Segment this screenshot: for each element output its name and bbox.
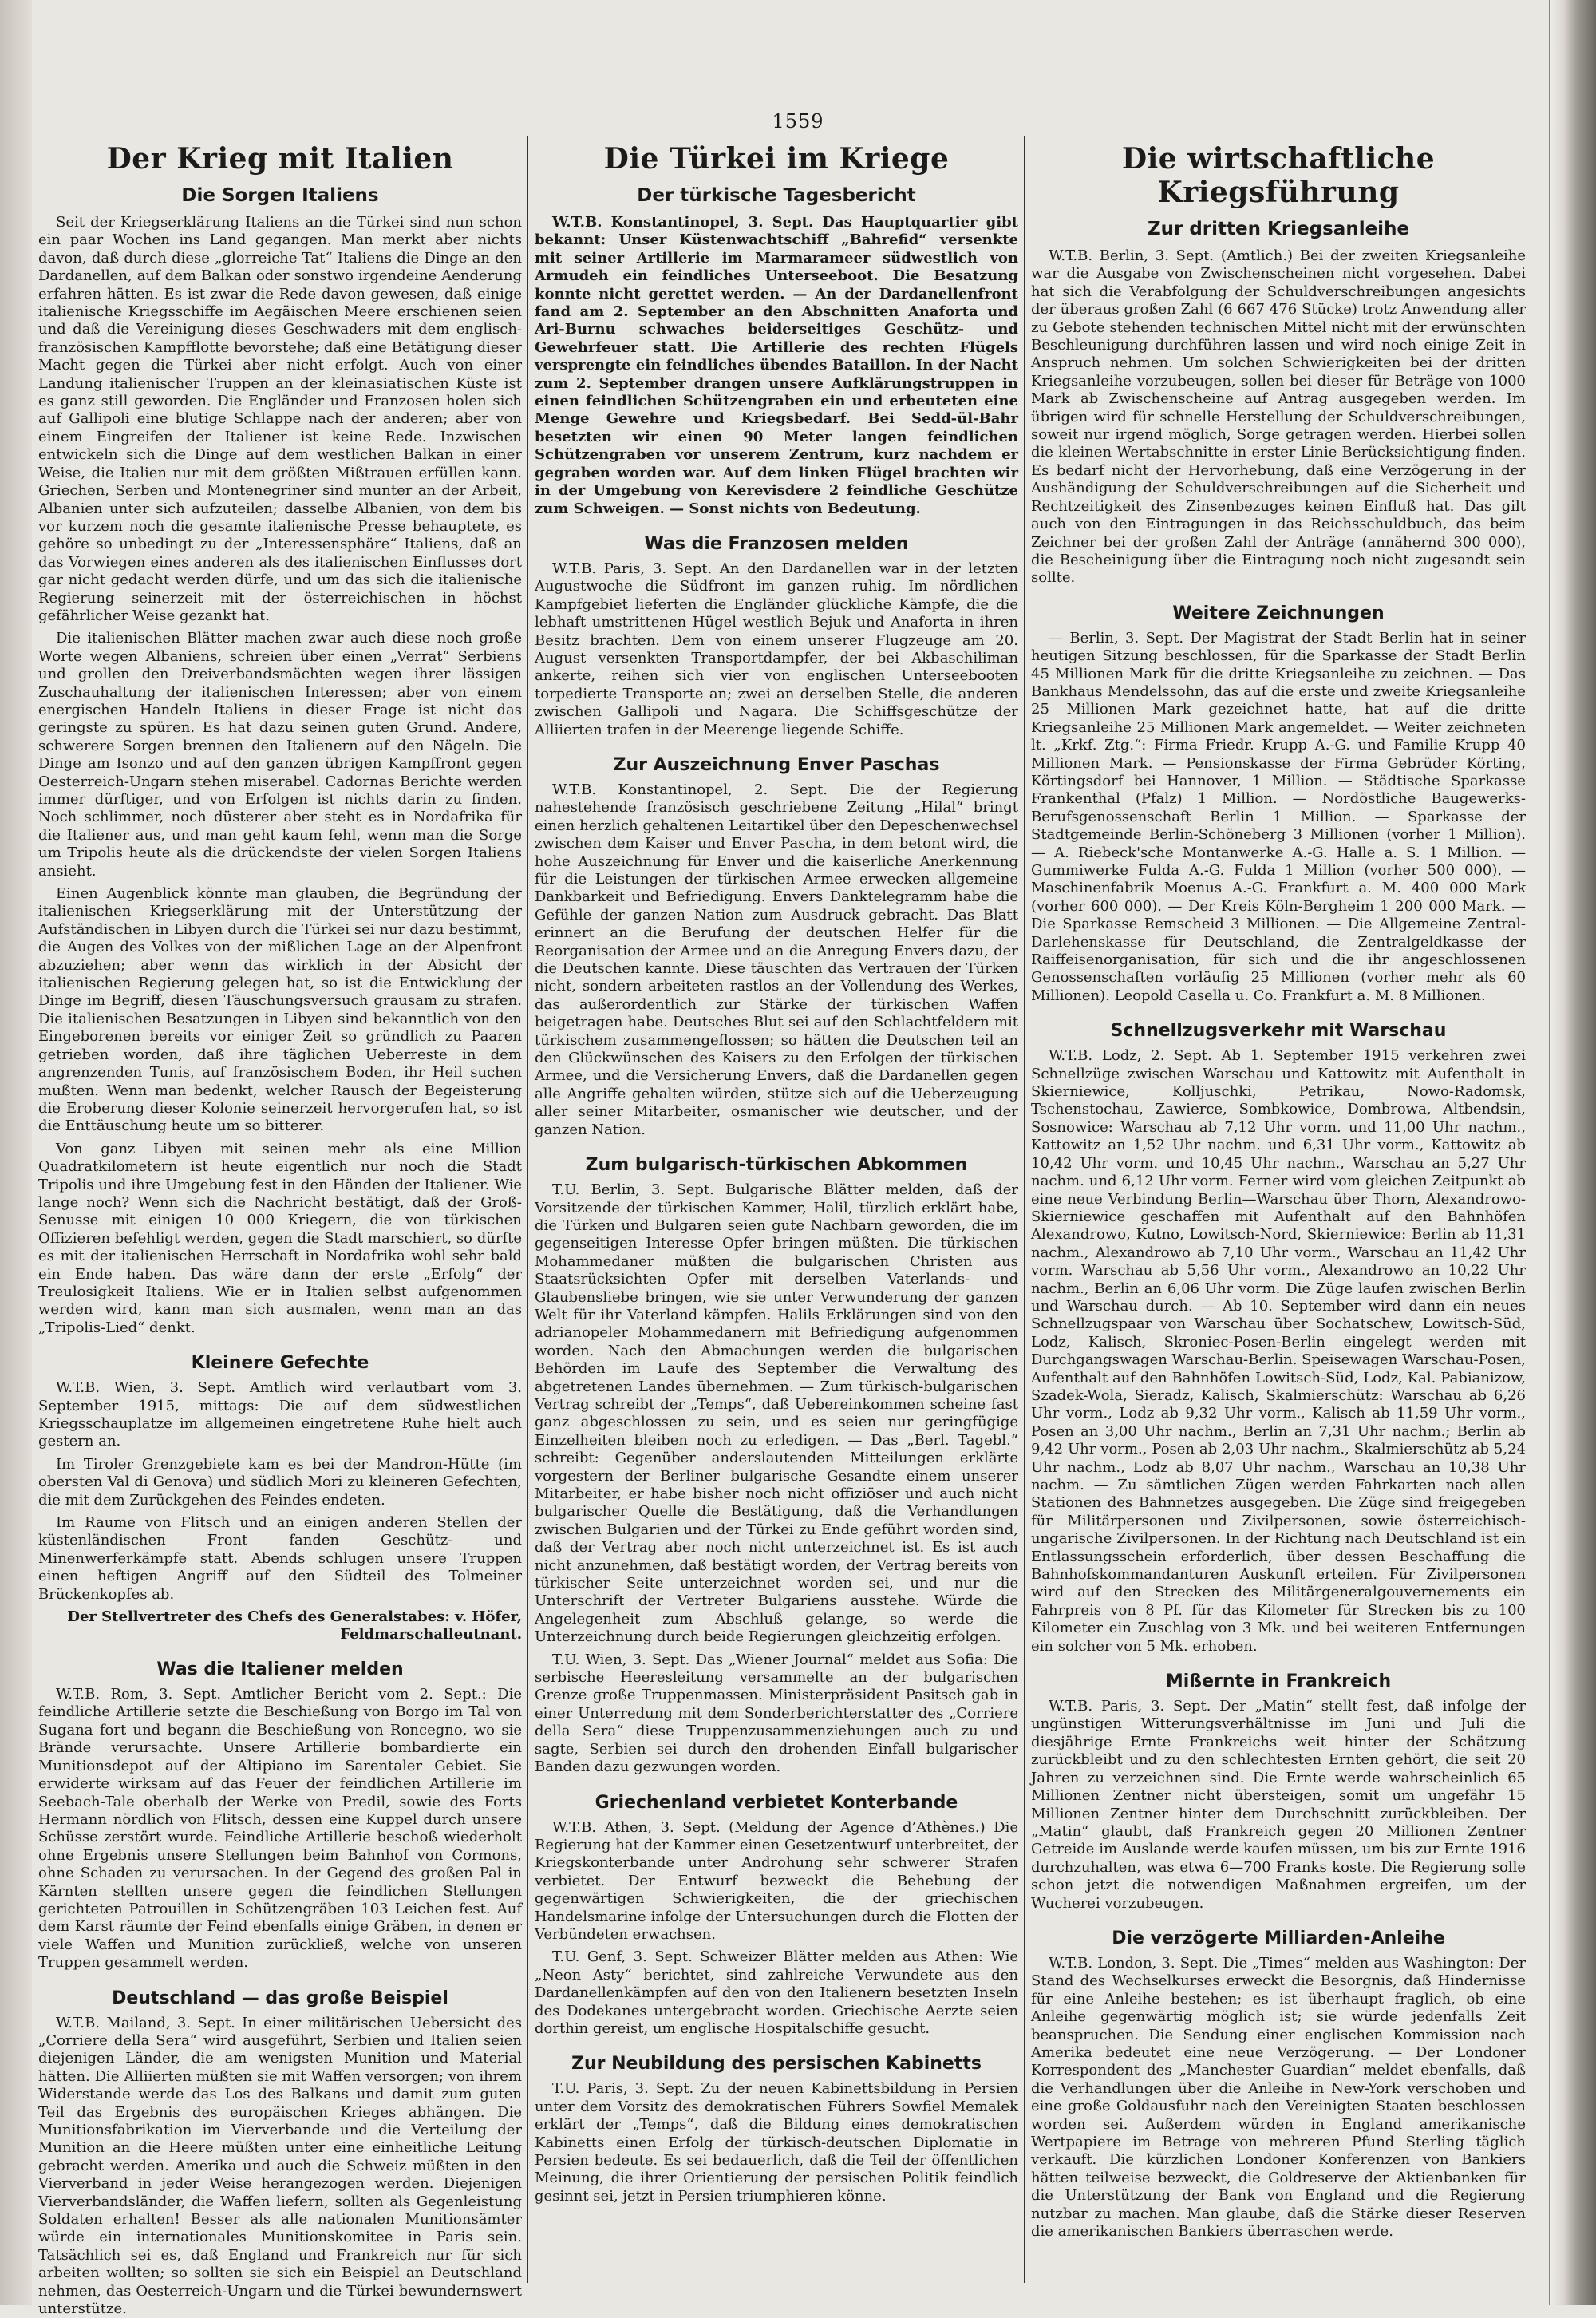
article-paragraph: W.T.B. Paris, 3. Sept. Der „Matin“ stellt fest, daß infolge der ungünstigen Witterungsverhältnisse im Juni und Juli die diesjährige Ernte Frankreichs weit hinter der Schätzung zurückbleibt und zu den schlechtesten Ernten gehört, die seit 20 Jahren zu verzeichnen sind. Die Ernte werde wahrscheinlich 65 Millionen Zentner nicht übersteigen, somit um ungefähr 15 Millionen Zentner hinter dem Durchschnitt zurückbleiben. Der „Matin“ glaubt, daß Frankreich gegen 20 Millionen Zentner Getreide im Auslande werde kaufen müssen, um bis zur Ernte 1916 durchzuhalten, was etwa 6—700 Franks koste. Die Regierung solle schon jetzt die notwendigen Maßnahmen ergreifen, um der Wucherei vorzubeugen. <box>1031 1698 1526 1912</box>
column-rule <box>527 136 528 2283</box>
section-heading: Schnellzugsverkehr mit Warschau <box>1110 1021 1447 1042</box>
column-middle <box>535 136 1018 2283</box>
article-paragraph: W.T.B. London, 3. Sept. Die „Times“ melden aus Washington: Der Stand des Wechselkurses erweckt die Besorgnis, daß Hindernisse für eine Anleihe bestehen; es ist überhaupt fraglich, ob eine Anleihe gegenwärtig möglich ist; sie würde jedenfalls Zeit beanspruchen. Die Sendung einer englischen Kommission nach Amerika bedeutet eine neue Verzögerung. — Der Londoner Korrespondent des „Manchester Guardian“ meldet ebenfalls, daß die Verhandlungen über die Anleihe in New-York verschoben und eine große Goldausfuhr nach den Vereinigten Staaten beschlossen worden sei. Außerdem würden in England amerikanische Wertpapiere im Betrage von mehreren Pfund Sterling täglich verkauft. Die kürzlichen Londoner Konferenzen von Bankiers hätten teilweise bezweckt, die Goldreserve der Aktienbanken für die Unterstützung der Bank von England und die Regierung nutzbar zu machen. Man glaube, daß die Stärke dieser Reserven die amerikanischen Bankiers überraschen werde. <box>1031 1954 1526 2241</box>
section-heading: Griechenland verbietet Konterbande <box>595 1792 958 1813</box>
article-paragraph: Im Raume von Flitsch und an einigen anderen Stellen der küstenländischen Front fanden Geschütz- und Minenwerferkämpfe statt. Abends schlugen unsere Truppen einen heftigen Angriff auf den Südteil des Tolmeiner Brückenkopfes ab. <box>38 1514 522 1603</box>
article-paragraph: Von ganz Libyen mit seinen mehr als eine Million Quadratkilometern ist heute eigentlich nur noch die Stadt Tripolis und ihre Umgebung fest in den Händen der Italiener. Wie lange noch? Wenn sich die Nachricht bestätigt, daß der Groß-Senusse mit einigen 10 000 Kriegern, die von türkischen Offizieren befehligt werden, gegen die Stadt marschiert, so dürfte es mit der italienischen Herrschaft in Nordafrika wohl sehr bald ein Ende haben. Das wäre dann der erste „Erfolg“ der Treulosigkeit Italiens. Wie er in Italien selbst aufgenommen werden wird, kann man sich ausmalen, wenn man an das „Tripolis-Lied“ denkt. <box>38 1140 522 1336</box>
page-left-shadow <box>0 0 32 2305</box>
article-paragraph: Im Tiroler Grenzgebiete kam es bei der Mandron-Hütte (im obersten Val di Genova) und südlich Mori zu kleineren Gefechten, die mit dem Zurückgehen des Feindes endeten. <box>38 1455 522 1509</box>
column-left <box>38 136 522 2318</box>
article-paragraph: Seit der Kriegserklärung Italiens an die Türkei sind nun schon ein paar Wochen ins Land gegangen. Man merkt aber nichts davon, daß durch diese „glorreiche Tat“ Italiens die Dinge an den Dardanellen, auf dem Balkan oder sonstwo irgendeine Aenderung erfahren hätten. Es ist zwar die Rede davon gewesen, daß einige italienische Kriegsschiffe im Aegäischen Meere erschienen seien und daß die Vereinigung dieses Geschwaders mit dem englisch-französischen Kampfflotte bevorstehe; daß eine Betätigung dieser Macht gegen die Türkei aber nicht erfolgt. Auch von einer Landung italienischer Truppen an der kleinasiatischen Küste ist es ganz still geworden. Die Engländer und Franzosen holen sich auf Gallipoli eine blutige Schlappe nach der anderen; aber von einem Eingreifen der Italiener ist keine Rede. Inzwischen entwickeln sich die Dinge auf dem westlichen Balkan in einer Weise, die Italien nur mit dem größten Mißtrauen erfüllen kann. Griechen, Serben und Montenegriner sind munter an der Arbeit, Albanien unter sich aufzuteilen; dasselbe Albanien, von dem bis vor kurzem noch die gesamte italienische Presse behauptete, es gehöre so unbedingt zu der „Interessensphäre“ Italiens, daß an das Vorwiegen eines anderen als des italienischen Einflusses dort gar nicht gedacht werden dürfe, und um das sich die italienische Regierung seinerzeit mit der österreichischen in höchst gefährlicher Weise gezankt hat. <box>38 214 522 624</box>
section-heading: Die Sorgen Italiens <box>181 185 379 206</box>
section-heading: Zur dritten Kriegsanleihe <box>1147 219 1410 239</box>
section-heading: Kleinere Gefechte <box>191 1353 369 1374</box>
section-heading: Die verzögerte Milliarden-Anleihe <box>1112 1928 1445 1948</box>
newspaper-page <box>32 104 1532 2318</box>
page-number: 1559 <box>772 110 824 133</box>
article-paragraph: Die italienischen Blätter machen zwar auch diese noch große Worte wegen Albaniens, schreien über einen „Verrat“ Serbiens und grollen den Dreiverbandsmächten wegen ihrer lässigen Zuschauhaltung der italienischen Interessen; aber von einem energischen Handeln Italiens in dieser Frage ist nicht das geringste zu spüren. Es hat dazu seinen guten Grund. Andere, schwerere Sorgen brennen den Italienern auf den Nägeln. Die Dinge am Isonzo und auf den ganzen übrigen Kampffront gegen Oesterreich-Ungarn stehen miserabel. Cadornas Berichte werden immer dürftiger, und von Erfolgen ist nichts darin zu finden. Noch schlimmer, noch düsterer aber steht es in Nordafrika für die Italiener aus, und man geht kaum fehl, wenn man die Sorge um Tripolis heute als die drückendste der vielen Sorgen Italiens ansieht. <box>38 630 522 880</box>
column-headline: Der Krieg mit Italien <box>106 142 454 176</box>
article-paragraph: Einen Augenblick könnte man glauben, die Begründung der italienischen Kriegserklärung mit der Unterstützung der Aufständischen in Libyen durch die Türkei sei nur dazu bestimmt, die Augen des Volkes von der mißlichen Lage an der Alpenfront abzuziehen; aber wenn das wirklich in der Absicht der italienischen Regierung gelegen hat, so ist die Entwicklung der Dinge im Begriff, diesen Täuschungsversuch grausam zu strafen. Die italienischen Besatzungen in Libyen sind bekanntlich von den Eingeborenen bereits vor einiger Zeit so gründlich zu Paaren getrieben worden, daß ihre täglichen Ueberreste in dem angrenzenden Tunis, auf französischem Boden, ihr Heil suchen mußten. Wenn man bedenkt, welcher Rausch der Begeisterung die Eroberung dieser Kolonie seinerzeit hervorgerufen hat, so ist die Enttäuschung heute um so bitterer. <box>38 885 522 1135</box>
article-paragraph: W.T.B. Mailand, 3. Sept. In einer militärischen Uebersicht des „Corriere della Sera“ wird ausgeführt, Serbien und Italien seien diejenigen Länder, die am wenigsten Munition und Material hätten. Die Alliierten müßten sie mit Waffen versorgen; von ihrem Widerstande werde das Los des Balkans und damit zum guten Teil das Ergebnis des europäischen Krieges abhängen. Die Munitionsfabrikation im Vierverbande und die Verteilung der Munition an die Heere müßten unter eine einheitliche Leitung gebracht werden. Amerika und auch die Schweiz müßten in den Vierverband in jeder Weise herangezogen werden. Diejenigen Vierverbandsländer, die Waffen liefern, sollten als Gegenleistung Soldaten erhalten! Besser als alle nationalen Munitionsämter würde ein internationales Munitionskomitee in Paris sein. Tatsächlich sei es, daß England und Frankreich nur für sich arbeiten wollten; so sollten sie sich ein Beispiel an Deutschland nehmen, das Oesterreich-Ungarn und die Türkei bewundernswert unterstütze. <box>38 2014 522 2318</box>
book-binding-edge <box>1549 0 1596 2305</box>
section-heading: Mißernte in Frankreich <box>1165 1671 1392 1692</box>
section-heading: Deutschland — das große Beispiel <box>112 1988 448 2008</box>
article-paragraph: — Berlin, 3. Sept. Der Magistrat der Stadt Berlin hat in seiner heutigen Sitzung beschlossen, für die Sparkasse der Stadt Berlin 45 Millionen Mark für die dritte Kriegsanleihe zu zeichnen. — Das Bankhaus Mendelssohn, das auf die erste und zweite Kriegsanleihe 25 Millionen Mark gezeichnet hatte, hat auf die dritte Kriegsanleihe 25 Millionen Mark angemeldet. — Weiter zeichneten lt. „Krkf. Ztg.“: Firma Friedr. Krupp A.-G. und Familie Krupp 40 Millionen Mark. — Pensionskasse der Firma Gebrüder Körting, Körtingsdorf bei Hannover, 1 Million. — Städtische Sparkasse Frankenthal (Pfalz) 1 Million. — Nordöstliche Baugewerks-Berufsgenossenschaft Berlin 1 Million. — Sparkasse der Stadtgemeinde Berlin-Schöneberg 3 Millionen (vorher 1 Million). — A. Riebeck'sche Montanwerke A.-G. Halle a. S. 1 Million. — Gummiwerke Fulda A.-G. Fulda 1 Million (vorher 500 000). — Maschinenfabrik Moenus A.-G. Frankfurt a. M. 400 000 Mark (vorher 600 000). — Der Kreis Köln-Bergheim 1 200 000 Mark. — Die Sparkasse Remscheid 3 Millionen. — Die Allgemeine Zentral-Darlehenskasse für Deutschland, die Zentralgeldkasse der Raiffeisenorganisation, für sich und die ihr angeschlossenen Genossenschaften vorläufig 25 Millionen (vorher mehr als 60 Millionen). Leopold Casella u. Co. Frankfurt a. M. 8 Millionen. <box>1031 629 1526 1004</box>
article-paragraph: W.T.B. Lodz, 2. Sept. Ab 1. September 1915 verkehren zwei Schnellzüge zwischen Warschau und Kattowitz mit Aufenthalt in Skierniewice, Kolljuschki, Petrikau, Nowo-Radomsk, Tschenstochau, Zawierce, Sombkowice, Dombrowa, Altbendsin, Sosnowice: Warschau ab 7,12 Uhr vorm. und 11,00 Uhr nachm., Kattowitz an 1,52 Uhr nachm. und 6,31 Uhr vorm., Kattowitz ab 10,42 Uhr vorm. und 10,45 Uhr nachm., Warschau an 5,27 Uhr nachm. und 6,12 Uhr vorm. Ferner wird vom gleichen Zeitpunkt ab eine neue Verbindung Berlin—Warschau über Thorn, Alexandrowo-Skierniewice geschaffen mit Aufenthalt auf den Bahnhöfen Alexandrowo, Kutno, Lowitsch-Nord, Skierniewice: Berlin ab 11,31 nachm., Alexandrowo ab 7,10 Uhr vorm., Warschau an 11,42 Uhr vorm. Warschau ab 5,56 Uhr vorm., Alexandrowo an 10,22 Uhr nachm., Berlin an 6,06 Uhr vorm. Die Züge laufen zwischen Berlin und Warschau durch. — Ab 10. September wird dann ein neues Schnellzugspaar von Warschau über Sochatschew, Lowitsch-Süd, Lodz, Kalisch, Skroniec-Posen-Berlin eingelegt werden mit Durchgangswagen Warschau-Berlin. Speisewagen Warschau-Posen, Aufenthalt auf den Bahnhöfen Lowitsch-Süd, Lodz, Kal. Pabianizow, Szadek-Wola, Sieradz, Kalisch, Skalmierschütz: Warschau ab 6,26 Uhr vorm., Lodz ab 9,32 Uhr vorm., Kalisch ab 11,59 Uhr vorm., Posen an 3,00 Uhr nachm., Berlin an 7,31 Uhr nachm.; Berlin ab 9,42 Uhr vorm., Posen ab 2,03 Uhr nachm., Skalmierschütz ab 5,24 Uhr nachm., Lodz ab 8,07 Uhr nachm., Warschau an 10,38 Uhr nachm. — Zu sämtlichen Zügen werden Fahrkarten nach allen Stationen des Bahnnetzes ausgegeben. Die Züge sind freigegeben für Militärpersonen und Zivilpersonen, sowie österreichisch-ungarische Zivilpersonen. In der Richtung nach Deutschland ist ein Entlassungsschein erforderlich, über dessen Beschaffung die Bahnhofskommandanturen Auskunft erteilen. Für Zivilpersonen wird auf den Strecken des Militärgeneralgouvernements ein Fahrpreis von 8 Pf. für das Kilometer für Strecken bis zu 100 Kilometer ein Zuschlag von 3 Mk. und bei weiteren Entfernungen ein solcher von 5 Mk. erhoben. <box>1031 1047 1526 1655</box>
article-paragraph: W.T.B. Rom, 3. Sept. Amtlicher Bericht vom 2. Sept.: Die feindliche Artillerie setzte die Beschießung von Borgo im Tal von Sugana fort und begann die Beschießung von Roncegno, wo sie Brände verursachte. Unsere Artillerie bombardierte ein Munitionsdepot auf der Altipiano im Sarentaler Gebiet. Sie erwiderte wirksam auf das Feuer der feindlichen Artillerie im Seebach-Tale oberhalb der Werke von Predil, sowie des Forts Hermann nördlich von Flitsch, dessen eine Kuppel durch unsere Schüsse zerstört wurde. Feindliche Artillerie beschoß wiederholt ohne Ergebnis unsere Stellungen beim Bahnhof von Cormons, ohne Schaden zu verursachen. In der Gegend des großen Pal in Kärnten stellten unsere gegen die feindlichen Stellungen gerichteten Patrouillen in Schützengräben 103 Leichen fest. Auf dem Karst räumte der Feind ebenfalls einige Gräben, in denen er viele Waffen und Munition zurückließ, welche von unseren Truppen gesammelt werden. <box>38 1686 522 1972</box>
column-right <box>1031 136 1526 2283</box>
section-heading: Was die Franzosen melden <box>644 533 909 554</box>
section-heading: Weitere Zeichnungen <box>1172 603 1385 623</box>
section-heading: Zur Neubildung des persischen Kabinetts <box>571 2054 982 2075</box>
section-heading: Zum bulgarisch-türkischen Abkommen <box>585 1155 968 1176</box>
article-paragraph: W.T.B. Athen, 3. Sept. (Meldung der Agence d’Athènes.) Die Regierung hat der Kammer einen Gesetzentwurf unterbreitet, der Kriegskonterbande unter Androhung sehr schwerer Strafen verbietet. Der Entwurf bezweckt die Behebung der gegenwärtigen Schwierigkeiten, die der griechischen Handelsmarine infolge der Untersuchungen durch die Flotten der Verbündeten erwachsen. <box>535 1818 1018 1943</box>
article-paragraph: W.T.B. Konstantinopel, 2. Sept. Die der Regierung nahestehende französisch geschriebene Zeitung „Hilal“ bringt einen herzlich gehaltenen Leitartikel über den Depeschenwechsel zwischen dem Kaiser und Enver Pascha, in dem betont wird, die hohe Auszeichnung für Enver und die kaiserliche Anerkennung für die Leistungen der türkischen Armee erwecken allgemeine Dankbarkeit und Befriedigung. Envers Danktelegramm habe die Gefühle der ganzen Nation zum Ausdruck gebracht. Das Blatt erinnert an die Berufung der deutschen Helfer für die Reorganisation der Armee und an die Anregung Envers dazu, der die Deutschen kannte. Diese täuschten das Vertrauen der Türken nicht, sondern arbeiteten rastlos an der Vollendung des Werkes, das außerordentlich zur Stärke der türkischen Waffen beigetragen habe. Deutsches Blut sei auf den Schlachtfeldern mit türkischem zusammengeflossen; so hätten die Deutschen teil an den Glückwünschen des Kaisers zu den Erfolgen der türkischen Armee, und die Versicherung Envers, daß die Dardanellen gegen alle Angriffe gehalten würden, stütze sich auf die Ueberzeugung aller seiner Mitarbeiter, osmanischer wie deutscher, und der ganzen Nation. <box>535 781 1018 1138</box>
section-heading: Zur Auszeichnung Enver Paschas <box>613 754 940 775</box>
column-headline: Die wirtschaftliche Kriegsführung <box>1121 142 1436 209</box>
column-headline: Die Türkei im Kriege <box>603 142 950 176</box>
column-rule <box>1024 136 1025 2283</box>
section-heading: Der türkische Tagesbericht <box>637 185 916 206</box>
article-signature: Der Stellvertreter des Chefs des Generalstabes: v. Höfer, Feldmarschalleutnant. <box>67 1608 522 1644</box>
article-paragraph: W.T.B. Paris, 3. Sept. An den Dardanellen war in der letzten Augustwoche die Südfront im ganzen ruhig. Im nördlichen Kampfgebiet lieferten die Engländer glückliche Kämpfe, die die lebhaft umstrittenen Hügel westlich Bejuk und Anaforta in ihren Besitz brachten. Dem von einem unserer Flugzeuge am 20. August versenkten Transportdampfer, der bei Akbaschiliman ankerte, reihen sich vier von englischen Unterseebooten torpedierte Transporte an; zwei an derselben Stelle, die anderen zwischen Gallipoli und Nagara. Die Schiffsgeschütze der Alliierten trafen in der Meerenge liegende Schiffe. <box>535 560 1018 738</box>
article-paragraph: T.U. Wien, 3. Sept. Das „Wiener Journal“ meldet aus Sofia: Die serbische Heeresleitung versammelte an der bulgarischen Grenze große Truppenmassen. Ministerpräsident Pasitsch gab in einer Unterredung mit dem Sonderberichterstatter des „Corriere della Sera“ diese Truppenzusammenziehungen auch zu und sagte, Serbien sei durch den drohenden Einfall bulgarischer Banden dazu gezwungen worden. <box>535 1651 1018 1776</box>
article-paragraph: W.T.B. Konstantinopel, 3. Sept. Das Hauptquartier gibt bekannt: Unser Küstenwachtschiff „Bahrefid“ versenkte mit seiner Artillerie im Marmarameer südwestlich von Armudeh ein feindliches Unterseeboot. Die Besatzung konnte nicht gerettet werden. — An der Dardanellenfront fand am 2. September an den Abschnitten Anaforta und Ari-Burnu schwaches beiderseitiges Geschütz- und Gewehrfeuer statt. Die Artillerie des rechten Flügels versprengte ein feindliches übendes Bataillon. In der Nacht zum 2. September drangen unsere Aufklärungstruppen in einen feindlichen Schützengraben ein und erbeuteten eine Menge Gewehre und Kriegsbedarf. Bei Sedd-ül-Bahr besetzten wir einen 90 Meter langen feindlichen Schützengraben vor unserem Zentrum, kurz nachdem er gegraben worden war. Auf dem linken Flügel brachten wir in der Umgebung von Kerevisdere 2 feindliche Geschütze zum Schweigen. — Sonst nichts von Bedeutung. <box>535 214 1018 517</box>
article-paragraph: T.U. Paris, 3. Sept. Zu der neuen Kabinettsbildung in Persien unter dem Vorsitz des demokratischen Führers Sowfiel Memalek erklärt der „Temps“, daß die Bildung eines demokratischen Kabinetts einen Erfolg der türkisch-deutschen Diplomatie in Persien bedeute. Es sei bedauerlich, daß die Teil der öffentlichen Meinung, die ihrer Orientierung der persischen Politik feindlich gesinnt sei, jetzt in Persien triumphieren könne. <box>535 2080 1018 2205</box>
article-paragraph: T.U. Genf, 3. Sept. Schweizer Blätter melden aus Athen: Wie „Neon Asty“ berichtet, sind zahlreiche Verwundete aus den Dardanellenkämpfen auf den von den Italienern besetzten Inseln des Dodekanes untergebracht worden. Griechische Aerzte seien dorthin gereist, um englische Hospitalschiffe gesucht. <box>535 1948 1018 2037</box>
section-heading: Was die Italiener melden <box>156 1659 404 1680</box>
article-paragraph: W.T.B. Berlin, 3. Sept. (Amtlich.) Bei der zweiten Kriegsanleihe war die Ausgabe von Zwischenscheinen nicht vorgesehen. Dabei hat sich die Verabfolgung der Schuldverschreibungen angesichts der überaus großen Zahl (6 667 476 Stücke) trotz Anwendung aller zu Gebote stehenden technischen Mittel nicht mit der erwünschten Beschleunigung durchführen lassen und wird noch einige Zeit in Anspruch nehmen. Um solchen Schwierigkeiten bei der dritten Kriegsanleihe vorzubeugen, sollen bei dieser für Beträge von 1000 Mark ab Zwischenscheine auf Antrag ausgegeben werden. Im übrigen wird für schnelle Herstellung der Schuldverschreibungen, soweit nur irgend möglich, Sorge getragen werden. Hierbei sollen die kleinen Wertabschnitte in erster Linie Berücksichtigung finden. Es bedarf nicht der Hervorhebung, daß eine Verzögerung in der Aushändigung der Schuldverschreibungen auf die Sicherheit und Rechtzeitigkeit des Zinsenbezuges keinen Einfluß hat. Das gilt auch von den Eintragungen in das Reichsschuldbuch, das beim Zeichner bei der großen Zahl der Anträge (annähernd 300 000), die Bescheinigung über die Eintragung noch nicht zugesandt sein sollte. <box>1031 247 1526 587</box>
article-paragraph: T.U. Berlin, 3. Sept. Bulgarische Blätter melden, daß der Vorsitzende der türkischen Kammer, Halil, türzlich erklärt habe, die Türken und Bulgaren seien gute Nachbarn geworden, die im gegenseitigen Interesse Opfer bringen müßten. Die türkischen Mohammedaner müßten die bulgarischen Christen aus Staatsrücksichten Opfer mit derselben Vaterlands- und Glaubensliebe bringen, wie sie unter Verwunderung der ganzen Welt für ihr Vaterland kämpfen. Halils Erklärungen sind von den adrianopeler Mohammedanern mit Befriedigung aufgenommen worden. Nach den Abmachungen werden die bulgarischen Behörden im Laufe des September die Verwaltung des abgetretenen Landes übernehmen. — Zum türkisch-bulgarischen Vertrag schreibt der „Temps“, daß Uebereinkommen scheine fast ganz abgeschlossen zu sein, und es seien nur geringfügige Einzelheiten bleiben noch zu erledigen. — Das „Berl. Tagebl.“ schreibt: Gegenüber anderslautenden Mitteilungen erklärte vorgestern der Berliner bulgarische Gesandte einem unserer Mitarbeiter, er habe bisher noch nicht offiziöser und auch nicht bulgarischer Quelle die Bestätigung, daß die Verhandlungen zwischen Bulgarien und der Türkei zu Ende geführt worden sind, daß der Vertrag aber noch nicht unterzeichnet ist. Es ist auch nicht anzunehmen, daß bestätigt worden, der Vertrag bereits von türkischer Seite unterzeichnet worden sei, und nur die Unterschrift der Vertreter Bulgariens ausstehe. Würde die Angelegenheit zum Abschluß gelange, so werde die Unterzeichnung durch beide Regierungen gleichzeitig erfolgen. <box>535 1181 1018 1646</box>
article-paragraph: W.T.B. Wien, 3. Sept. Amtlich wird verlautbart vom 3. September 1915, mittags: Die auf dem südwestlichen Kriegsschauplatze im allgemeinen eingetretene Ruhe hielt auch gestern an. <box>38 1379 522 1450</box>
